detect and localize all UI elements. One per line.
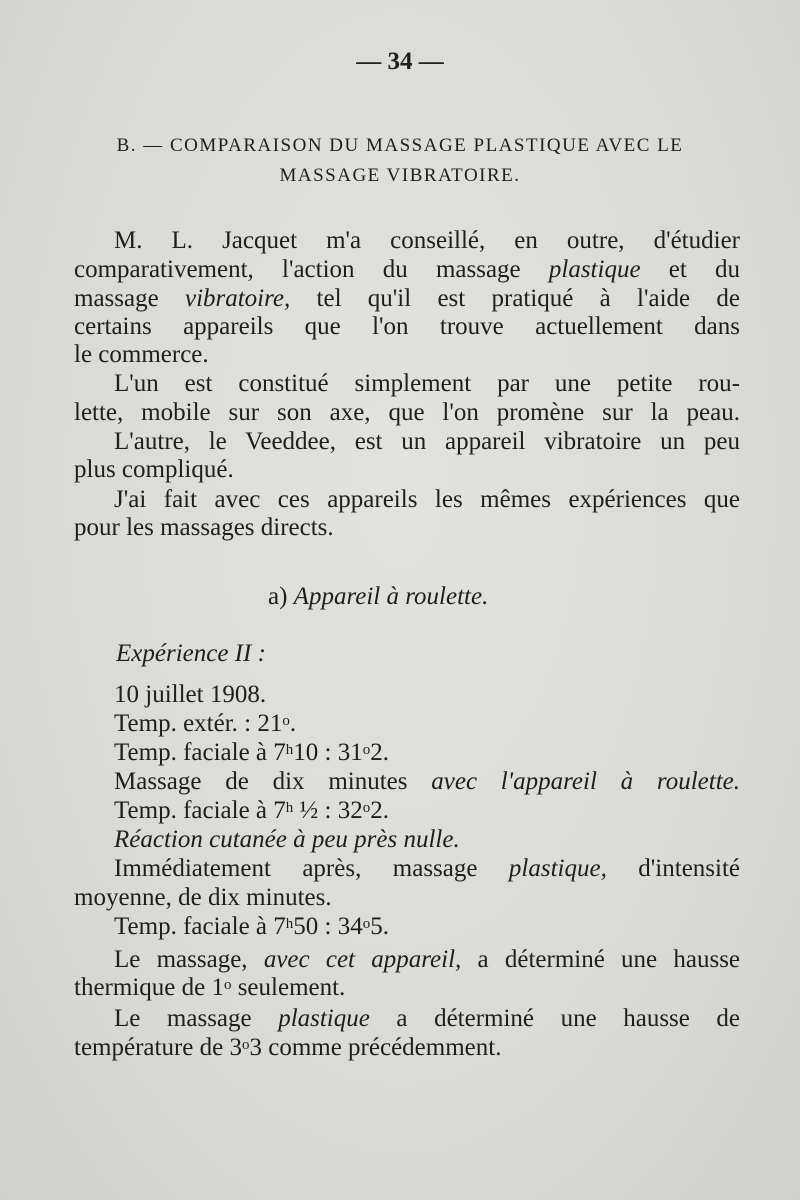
conclusion-1-line-2: thermique de 1$^o$ seulement. (74, 974, 346, 1001)
experiment-date: 10 juillet 1908. (114, 681, 267, 708)
paragraph-1-line-1: M. L. Jacquet m'a conseillé, en outre, d'étudier (114, 227, 740, 254)
experiment-massage-roulette: Massage de dix minutes avec l'appareil à roulette. (114, 768, 740, 795)
paragraph-4-line-2: pour les massages directs. (74, 514, 334, 541)
paragraph-3-line-1: L'autre, le Veeddee, est un appareil vibratoire un peu (114, 428, 740, 455)
experiment-temp-exterior: Temp. extér. : 21$^o$. (114, 710, 297, 737)
section-heading-line-1: B. — COMPARAISON DU MASSAGE PLASTIQUE AVEC LE (116, 135, 684, 156)
paragraph-2-line-1: L'un est constitué simplement par une petite rou- (114, 370, 740, 397)
paragraph-3-line-2: plus compliqué. (74, 456, 234, 483)
conclusion-2-line-1: Le massage plastique a déterminé une hausse de (114, 1005, 741, 1032)
page-number: — 34 — (356, 48, 444, 75)
experiment-temp-facial-2: Temp. faciale à 7$^h$ ½ : 32$^o$2. (114, 797, 389, 824)
paragraph-1-line-2: comparativement, l'action du massage plastique et du (74, 256, 741, 283)
paragraph-1-line-3: massage vibratoire, tel qu'il est pratiqué à l'aide de (74, 285, 740, 312)
paragraph-2-line-2: lette, mobile sur son axe, que l'on promène sur la peau. (74, 399, 740, 426)
experiment-temp-facial-3: Temp. faciale à 7$^h$50 : 34$^o$5. (114, 913, 389, 940)
paragraph-1-line-4: certains appareils que l'on trouve actuellement dans (74, 313, 740, 340)
subheading: a) Appareil à roulette. (268, 583, 489, 610)
paragraph-1-line-5: le commerce. (74, 341, 209, 368)
section-heading-line-2: MASSAGE VIBRATOIRE. (279, 165, 521, 186)
conclusion-1-line-1: Le massage, avec cet appareil, a déterminé une hausse (114, 946, 741, 973)
experiment-title: Expérience II : (116, 640, 266, 667)
experiment-immediate-line-2: moyenne, de dix minutes. (74, 884, 332, 911)
experiment-reaction: Réaction cutanée à peu près nulle. (114, 826, 460, 853)
paragraph-4-line-1: J'ai fait avec ces appareils les mêmes expériences que (114, 486, 740, 513)
experiment-temp-facial-1: Temp. faciale à 7$^h$10 : 31$^o$2. (114, 739, 389, 766)
conclusion-2-line-2: température de 3$^o$3 comme précédemment. (74, 1034, 502, 1061)
experiment-immediate-line-1: Immédiatement après, massage plastique, d'intensité (114, 855, 741, 882)
